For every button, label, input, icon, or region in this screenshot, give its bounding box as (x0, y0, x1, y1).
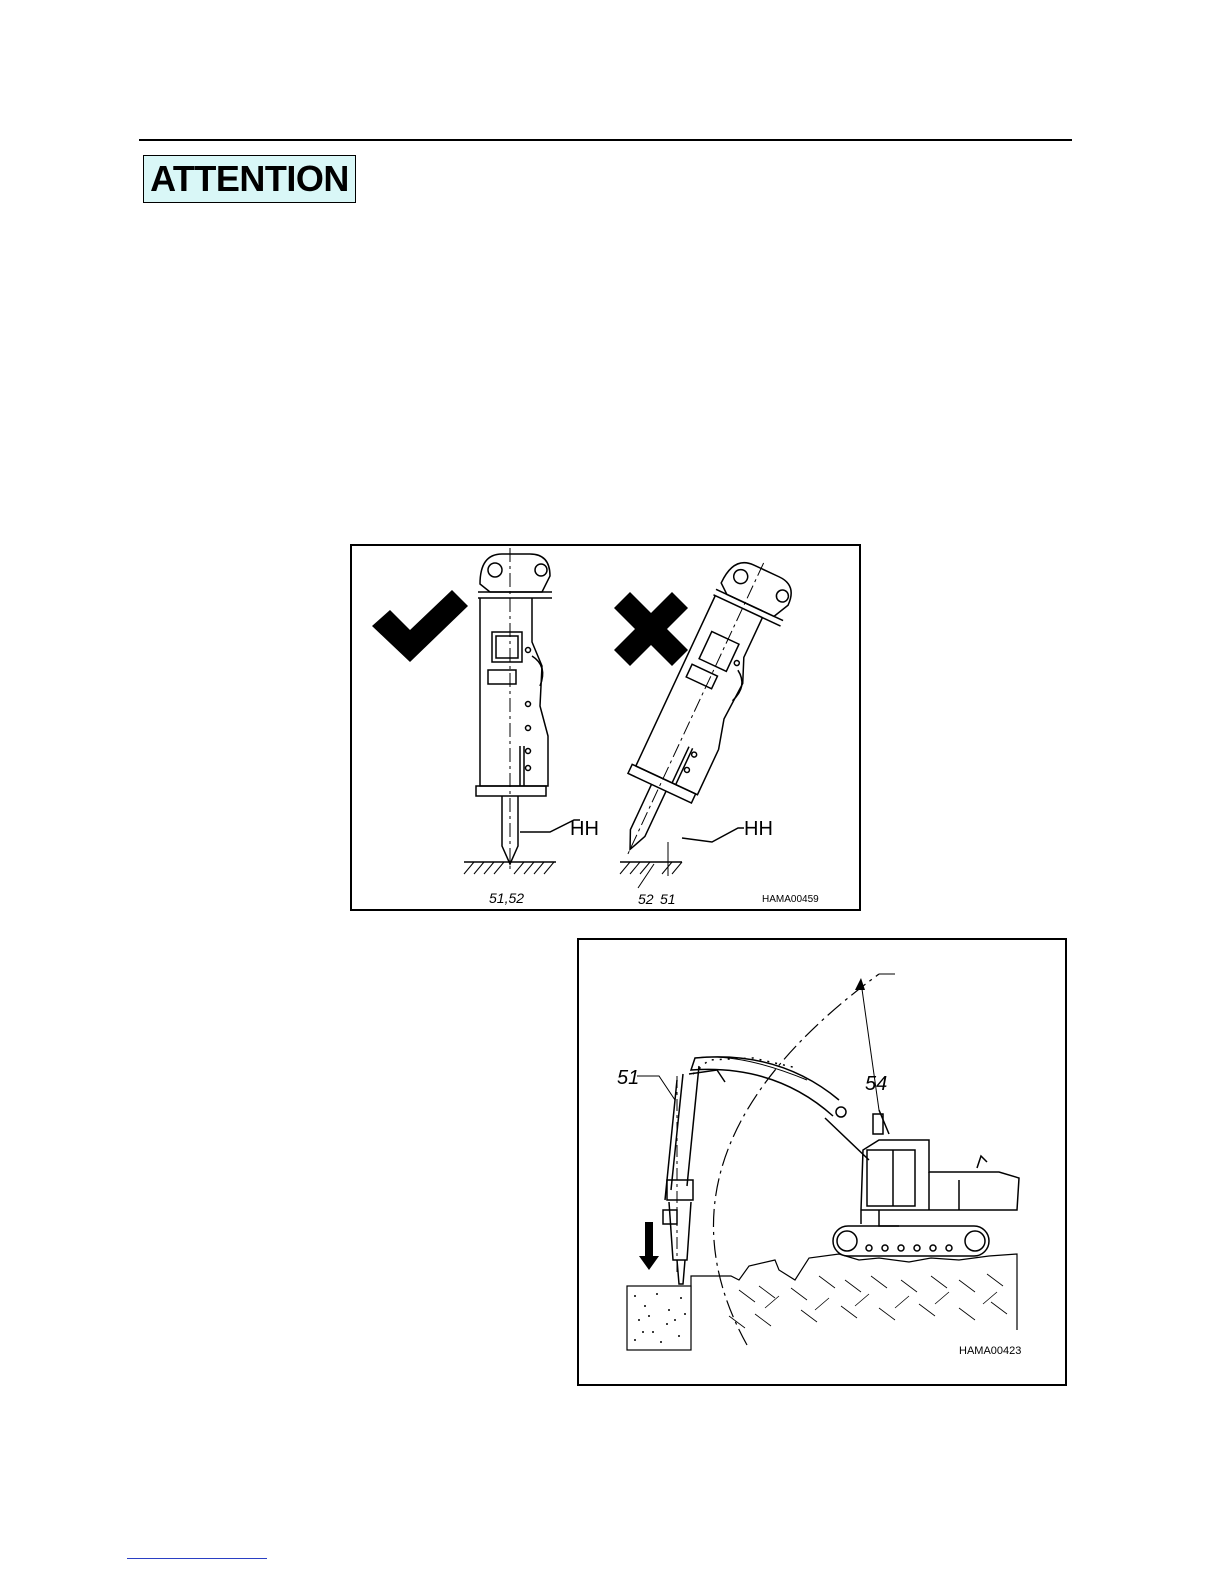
ground (691, 1254, 1017, 1330)
upright-breaker-drawing (464, 548, 580, 870)
caption-right-51: 51 (660, 891, 676, 907)
attention-label: ATTENTION (150, 158, 349, 199)
checkmark-icon (372, 590, 468, 662)
hh-label-left: HH (570, 818, 599, 840)
excavator-tracks (833, 1226, 989, 1256)
attention-banner (143, 155, 356, 203)
cross-icon (614, 592, 688, 666)
footnote-rule (127, 1558, 267, 1559)
hh-label-right: HH (744, 818, 773, 840)
excavator-body (861, 1140, 1019, 1226)
caption-left: 51,52 (489, 890, 525, 906)
excavator-drawing (579, 940, 1065, 1384)
breaker-alignment-drawing (352, 546, 859, 909)
breaker-alignment-figure (350, 544, 861, 911)
ground-hatch-left (464, 862, 554, 874)
down-arrow-icon (639, 1222, 659, 1270)
caption-right-52: 52 (638, 891, 654, 907)
swing-arc (713, 974, 879, 1345)
concrete-block (627, 1286, 691, 1350)
breaker-arm (663, 1066, 699, 1284)
figure2-id: HAMA00423 (959, 1345, 1022, 1357)
label-51: 51 (617, 1067, 640, 1089)
label-54: 54 (865, 1073, 888, 1095)
ground-texture (729, 1274, 1007, 1328)
excavator-figure (577, 938, 1067, 1386)
figure1-id: HAMA00459 (762, 894, 819, 905)
excavator-boom (689, 1057, 889, 1160)
top-rule (139, 139, 1072, 141)
